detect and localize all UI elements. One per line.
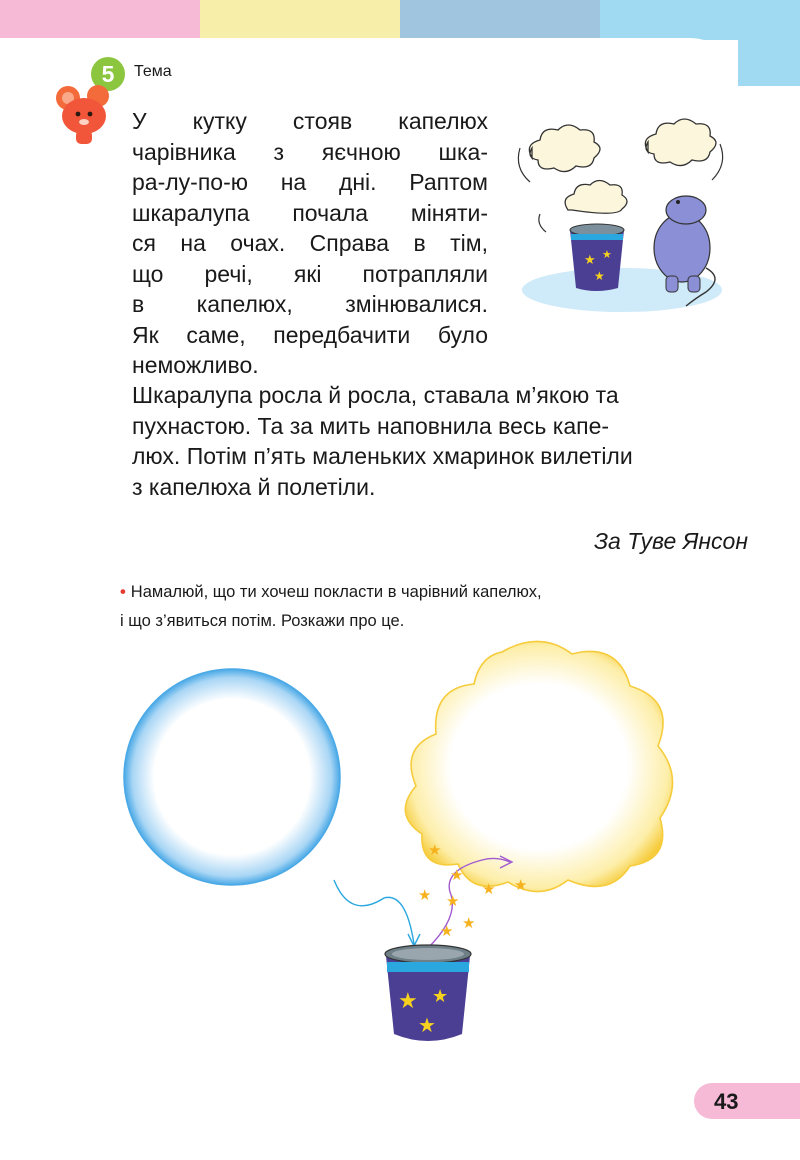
task-line: Намалюй, що ти хочеш покласти в чарівний капелюх, xyxy=(130,583,542,601)
story-line: люх. Потім п’ять маленьких хмаринок вилетіли xyxy=(132,443,633,469)
svg-text:★: ★ xyxy=(594,269,605,283)
lesson-number-badge: 5 xyxy=(91,57,125,91)
task-line: і що з’явиться потім. Розкажи про це. xyxy=(120,612,405,630)
star-icon: ★ xyxy=(450,867,464,884)
star-icon: ★ xyxy=(418,887,432,904)
motion-line xyxy=(518,148,530,182)
story-line-last xyxy=(132,350,488,381)
page-number: 43 xyxy=(714,1089,739,1114)
svg-text:★: ★ xyxy=(602,249,612,261)
mouse-mascot-icon xyxy=(54,84,116,146)
star-icon: ★ xyxy=(514,877,528,894)
story-line: У кутку стояв капелюх xyxy=(132,108,488,134)
star-icon: ★ xyxy=(398,988,418,1013)
star-icon: ★ xyxy=(432,986,449,1006)
author-credit: За Туве Янсон xyxy=(593,528,748,554)
story-line: з капелюха й полетіли. xyxy=(132,473,376,500)
svg-text:★: ★ xyxy=(584,252,596,267)
story-line: пухнастою. Та за мить наповнила весь капе- xyxy=(132,412,610,439)
story-illustration xyxy=(510,118,734,318)
stripe-pink xyxy=(0,0,200,40)
story-line: Шкаралупа росла й росла, ставала м’якою та xyxy=(132,382,619,408)
drawing-circle-area[interactable] xyxy=(124,669,340,885)
story-line: що речі, які потрапляли xyxy=(132,260,488,287)
stripe-steel-blue xyxy=(400,0,600,40)
stripe-yellow xyxy=(200,0,400,40)
story-line: Як саме, передбачити було xyxy=(132,321,488,348)
story-line: ра-лу-по-ю на дні. Раптом xyxy=(132,169,488,195)
star-icon: ★ xyxy=(428,842,442,859)
story-line: ся на очах. Справа в тім, xyxy=(132,230,488,256)
cloud-icon xyxy=(645,119,716,166)
cloud-drawing-area[interactable] xyxy=(405,641,672,891)
topic-label: Тема xyxy=(134,63,172,80)
page-number-tab xyxy=(694,1083,800,1119)
task-instruction xyxy=(120,578,724,636)
star-icon: ★ xyxy=(418,1015,436,1037)
bullet-dot-icon: • xyxy=(120,583,126,601)
story-line: неможливо. xyxy=(132,352,259,378)
motion-line xyxy=(539,214,546,232)
story-paragraph-bottom xyxy=(132,380,734,502)
top-color-stripes xyxy=(0,0,800,40)
corner-tab xyxy=(738,0,800,86)
story-line: шкаралупа почала міняти- xyxy=(132,199,488,226)
magic-hat-icon xyxy=(385,945,471,1041)
story-line: в капелюх, змінювалися. xyxy=(132,291,488,317)
story-paragraph-top xyxy=(132,106,488,350)
cloud-icon xyxy=(565,181,627,214)
cloud-icon xyxy=(529,125,600,172)
drawing-task-illustration xyxy=(110,630,770,1070)
story-line: чарівника з яєчною шка- xyxy=(132,138,488,165)
star-icon: ★ xyxy=(482,881,496,898)
star-icon: ★ xyxy=(462,915,476,932)
magic-hat-icon xyxy=(570,224,624,291)
star-icon: ★ xyxy=(440,923,454,940)
arrow-to-hat xyxy=(334,880,414,944)
star-icon: ★ xyxy=(446,893,460,910)
